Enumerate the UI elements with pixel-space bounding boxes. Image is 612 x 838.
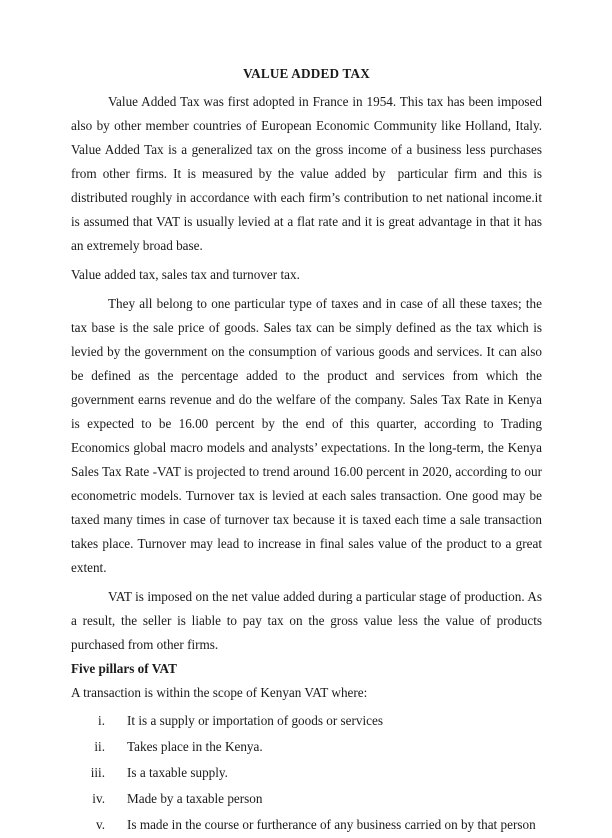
list-item-marker: i. [98, 713, 105, 728]
list-item [71, 760, 542, 786]
section-heading-five-pillars: Five pillars of VAT [71, 661, 177, 676]
paragraph-tax-explanation: They all belong to one particular type of taxes and in case of all these taxes; the tax base is the sale price of goods. Sales tax can be simply defined as the tax which is levied by the government on the consumption of various goods and services. It can also be defined as the percentage added to the product and services from which the government earns revenue and do the welfare of the company. Sales Tax Rate in Kenya is expected to be 16.00 percent by the end of this quarter, according to Trading Economics global macro models and analysts’ expectations. In the long-term, the Kenya Sales Tax Rate -VAT is projected to trend around 16.00 percent in 2020, according to our econometric models. Turnover tax is levied at each sales transaction. One good may be taxed many times in case of turnover tax because it is taxed each time a sale transaction takes place. Turnover may lead to increase in final sales value of the product to a great extent. [71, 296, 546, 575]
list-item [71, 812, 542, 838]
paragraph-intro: Value Added Tax was first adopted in France in 1954. This tax has been imposed also by other member countries of European Economic Community like Holland, Italy. Value Added Tax is a generalized tax on the gross income of a business less purchases from other firms. It is measured by the value added by particular firm and this is distributed roughly in accordance with each firm’s contribution to net national income.it is assumed that VAT is usually levied at a flat rate and it is great advantage in that it has an extremely broad base. [71, 94, 546, 253]
page-title: VALUE ADDED TAX [243, 66, 370, 81]
list-item-label: Made by a taxable person [127, 791, 263, 806]
document-body [71, 62, 546, 838]
list-item-label: Is a taxable supply. [127, 765, 228, 780]
five-pillars-list [71, 708, 542, 838]
paragraph-tax-types: Value added tax, sales tax and turnover tax. [71, 267, 300, 282]
list-item-marker: iii. [90, 765, 105, 780]
list-item [71, 786, 542, 812]
list-intro-text: A transaction is within the scope of Kenyan VAT where: [71, 685, 368, 700]
list-item-marker: ii. [94, 739, 105, 754]
list-item-label: It is a supply or importation of goods or services [127, 713, 384, 728]
list-item-marker: v. [95, 817, 105, 832]
list-item-label: Takes place in the Kenya. [127, 739, 263, 754]
list-item-label: Is made in the course or furtherance of any business carried on by that person [127, 817, 536, 832]
list-item [71, 708, 542, 734]
list-item-marker: iv. [92, 791, 105, 806]
list-item [71, 734, 542, 760]
paragraph-vat-imposition: VAT is imposed on the net value added during a particular stage of production. As a result, the seller is liable to pay tax on the gross value less the value of products purchased from other firms. [71, 589, 546, 652]
